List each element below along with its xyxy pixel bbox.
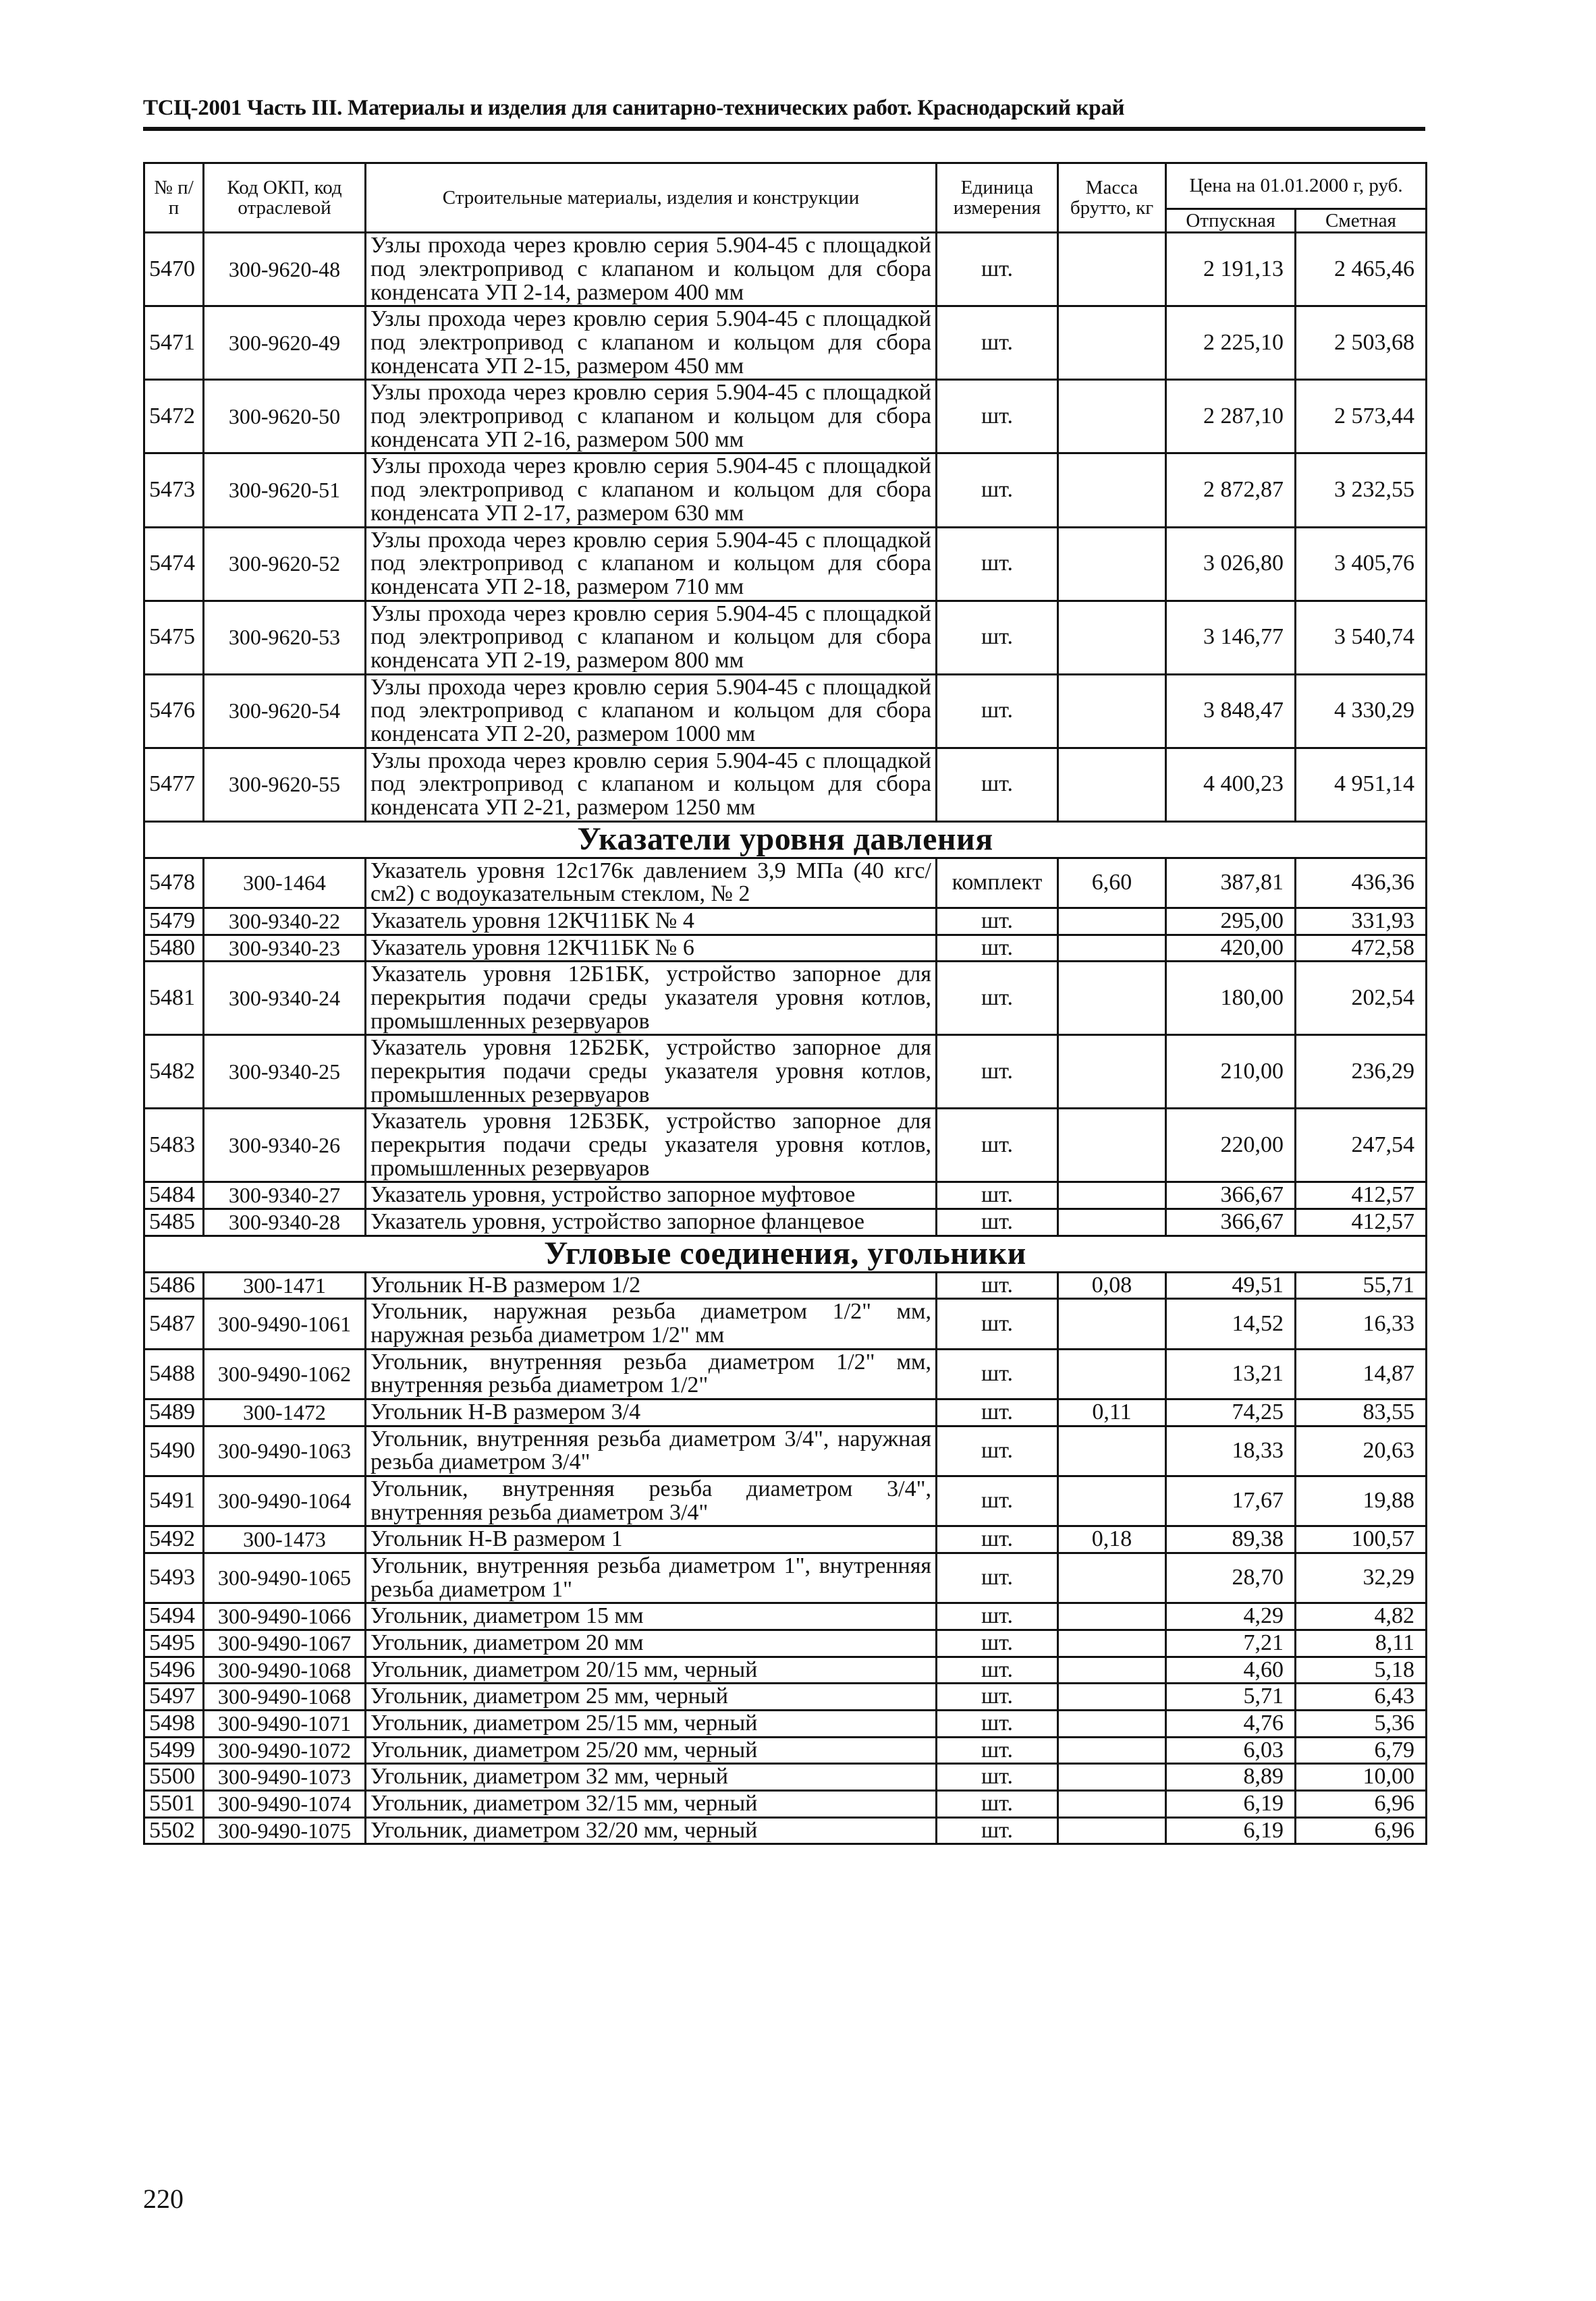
estimate-price-cell: 83,55 — [1296, 1399, 1427, 1426]
row-number-cell: 5478 — [144, 858, 204, 908]
table-row — [144, 1109, 1427, 1182]
section-header-row — [144, 821, 1427, 858]
table-row — [144, 1764, 1427, 1791]
row-number-cell: 5493 — [144, 1553, 204, 1603]
release-price-cell: 220,00 — [1166, 1109, 1296, 1182]
okp-code-cell: 300-9340-26 — [204, 1109, 366, 1182]
unit-cell: шт. — [937, 962, 1058, 1035]
material-name-cell: Узлы прохода через кровлю серия 5.904-45 с площадкой под электропривод с клапаном и кольцом для сбора конденсата УП 2-17, размером 630 мм — [366, 453, 937, 527]
table-row — [144, 1035, 1427, 1109]
unit-cell: шт. — [937, 1476, 1058, 1526]
table-row — [144, 601, 1427, 674]
material-name-cell: Узлы прохода через кровлю серия 5.904-45 с площадкой под электропривод с клапаном и кольцом для сбора конденсата УП 2-16, размером 500 мм — [366, 380, 937, 453]
estimate-price-cell: 3 540,74 — [1296, 601, 1427, 674]
unit-cell: шт. — [937, 1035, 1058, 1109]
estimate-price-cell: 3 405,76 — [1296, 527, 1427, 601]
estimate-price-cell: 247,54 — [1296, 1109, 1427, 1182]
mass-cell — [1058, 1790, 1166, 1817]
estimate-price-cell: 55,71 — [1296, 1272, 1427, 1299]
table-row — [144, 1399, 1427, 1426]
okp-code-cell: 300-9620-50 — [204, 380, 366, 453]
estimate-price-cell: 2 465,46 — [1296, 233, 1427, 306]
release-price-cell: 4,76 — [1166, 1710, 1296, 1737]
estimate-price-cell: 100,57 — [1296, 1526, 1427, 1553]
unit-cell: шт. — [937, 1526, 1058, 1553]
release-price-cell: 295,00 — [1166, 908, 1296, 935]
table-row — [144, 306, 1427, 380]
material-name-cell: Угольник, наружная резьба диаметром 1/2" мм, наружная резьба диаметром 1/2" мм — [366, 1299, 937, 1349]
release-price-cell: 3 848,47 — [1166, 674, 1296, 748]
release-price-cell: 6,03 — [1166, 1737, 1296, 1764]
unit-cell: шт. — [937, 453, 1058, 527]
mass-cell — [1058, 380, 1166, 453]
material-name-cell: Угольник, диаметром 15 мм — [366, 1603, 937, 1630]
estimate-price-cell: 10,00 — [1296, 1764, 1427, 1791]
mass-cell — [1058, 527, 1166, 601]
mass-cell — [1058, 1299, 1166, 1349]
okp-code-cell: 300-9490-1063 — [204, 1426, 366, 1476]
unit-cell: шт. — [937, 1272, 1058, 1299]
okp-code-cell: 300-1472 — [204, 1399, 366, 1426]
row-number-cell: 5500 — [144, 1764, 204, 1791]
estimate-price-cell: 5,18 — [1296, 1657, 1427, 1684]
material-name-cell: Угольник, диаметром 32/15 мм, черный — [366, 1790, 937, 1817]
unit-cell: шт. — [937, 1817, 1058, 1844]
material-name-cell: Указатель уровня 12Б3БК, устройство запорное для перекрытия подачи среды указателя уровня котлов, промышленных резервуаров — [366, 1109, 937, 1182]
row-number-cell: 5491 — [144, 1476, 204, 1526]
unit-cell: шт. — [937, 908, 1058, 935]
mass-cell: 0,08 — [1058, 1272, 1166, 1299]
okp-code-cell: 300-9490-1067 — [204, 1630, 366, 1657]
okp-code-cell: 300-9490-1075 — [204, 1817, 366, 1844]
unit-cell: шт. — [937, 306, 1058, 380]
row-number-cell: 5489 — [144, 1399, 204, 1426]
estimate-price-cell: 4 330,29 — [1296, 674, 1427, 748]
material-name-cell: Узлы прохода через кровлю серия 5.904-45 с площадкой под электропривод с клапаном и кольцом для сбора конденсата УП 2-14, размером 400 мм — [366, 233, 937, 306]
okp-code-cell: 300-9490-1068 — [204, 1657, 366, 1684]
material-name-cell: Узлы прохода через кровлю серия 5.904-45 с площадкой под электропривод с клапаном и кольцом для сбора конденсата УП 2-15, размером 450 мм — [366, 306, 937, 380]
okp-code-cell: 300-9490-1064 — [204, 1476, 366, 1526]
row-number-cell: 5496 — [144, 1657, 204, 1684]
page-number: 220 — [143, 2184, 184, 2214]
unit-cell: шт. — [937, 1553, 1058, 1603]
unit-cell: шт. — [937, 233, 1058, 306]
unit-cell: шт. — [937, 674, 1058, 748]
mass-cell: 0,18 — [1058, 1526, 1166, 1553]
row-number-cell: 5483 — [144, 1109, 204, 1182]
release-price-cell: 49,51 — [1166, 1272, 1296, 1299]
release-price-cell: 17,67 — [1166, 1476, 1296, 1526]
estimate-price-cell: 5,36 — [1296, 1710, 1427, 1737]
unit-cell: шт. — [937, 1657, 1058, 1684]
release-price-cell: 4,29 — [1166, 1603, 1296, 1630]
material-name-cell: Угольник, внутренняя резьба диаметром 1", внутренняя резьба диаметром 1" — [366, 1553, 937, 1603]
column-header-price-group: Цена на 01.01.2000 г, руб. — [1166, 163, 1427, 209]
row-number-cell: 5501 — [144, 1790, 204, 1817]
unit-cell: шт. — [937, 527, 1058, 601]
mass-cell — [1058, 1035, 1166, 1109]
row-number-cell: 5487 — [144, 1299, 204, 1349]
okp-code-cell: 300-9490-1072 — [204, 1737, 366, 1764]
mass-cell — [1058, 674, 1166, 748]
table-row — [144, 233, 1427, 306]
row-number-cell: 5495 — [144, 1630, 204, 1657]
mass-cell — [1058, 1657, 1166, 1684]
header-rule — [143, 127, 1425, 131]
release-price-cell: 387,81 — [1166, 858, 1296, 908]
material-name-cell: Угольник, диаметром 32/20 мм, черный — [366, 1817, 937, 1844]
material-name-cell: Угольник, диаметром 25 мм, черный — [366, 1684, 937, 1711]
column-header-price-release: Отпускная — [1166, 209, 1296, 233]
unit-cell: шт. — [937, 1299, 1058, 1349]
material-name-cell: Угольник Н-В размером 3/4 — [366, 1399, 937, 1426]
unit-cell: шт. — [937, 935, 1058, 962]
row-number-cell: 5479 — [144, 908, 204, 935]
row-number-cell: 5488 — [144, 1349, 204, 1399]
estimate-price-cell: 436,36 — [1296, 858, 1427, 908]
table-row — [144, 1553, 1427, 1603]
release-price-cell: 366,67 — [1166, 1182, 1296, 1209]
estimate-price-cell: 6,79 — [1296, 1737, 1427, 1764]
mass-cell — [1058, 1109, 1166, 1182]
estimate-price-cell: 14,87 — [1296, 1349, 1427, 1399]
okp-code-cell: 300-9340-22 — [204, 908, 366, 935]
table-row — [144, 1209, 1427, 1236]
estimate-price-cell: 472,58 — [1296, 935, 1427, 962]
unit-cell: шт. — [937, 1349, 1058, 1399]
release-price-cell: 3 146,77 — [1166, 601, 1296, 674]
mass-cell — [1058, 1764, 1166, 1791]
mass-cell — [1058, 1209, 1166, 1236]
release-price-cell: 2 225,10 — [1166, 306, 1296, 380]
table-row — [144, 453, 1427, 527]
material-name-cell: Указатель уровня 12КЧ11БК № 4 — [366, 908, 937, 935]
table-row — [144, 1526, 1427, 1553]
material-name-cell: Угольник Н-В размером 1/2 — [366, 1272, 937, 1299]
okp-code-cell: 300-1464 — [204, 858, 366, 908]
material-name-cell: Угольник Н-В размером 1 — [366, 1526, 937, 1553]
unit-cell: шт. — [937, 1603, 1058, 1630]
okp-code-cell: 300-9340-28 — [204, 1209, 366, 1236]
estimate-price-cell: 6,96 — [1296, 1790, 1427, 1817]
table-row — [144, 1349, 1427, 1399]
table-row — [144, 1426, 1427, 1476]
material-name-cell: Узлы прохода через кровлю серия 5.904-45 с площадкой под электропривод с клапаном и кольцом для сбора конденсата УП 2-19, размером 800 мм — [366, 601, 937, 674]
section-title: Указатели уровня давления — [144, 821, 1427, 858]
mass-cell — [1058, 1630, 1166, 1657]
mass-cell — [1058, 1476, 1166, 1526]
estimate-price-cell: 2 503,68 — [1296, 306, 1427, 380]
table-row — [144, 1684, 1427, 1711]
table-row — [144, 1630, 1427, 1657]
table-row — [144, 1710, 1427, 1737]
table-row — [144, 908, 1427, 935]
estimate-price-cell: 16,33 — [1296, 1299, 1427, 1349]
material-name-cell: Угольник, диаметром 25/15 мм, черный — [366, 1710, 937, 1737]
table-row — [144, 1817, 1427, 1844]
row-number-cell: 5475 — [144, 601, 204, 674]
table-row — [144, 858, 1427, 908]
table-row — [144, 527, 1427, 601]
release-price-cell: 28,70 — [1166, 1553, 1296, 1603]
release-price-cell: 8,89 — [1166, 1764, 1296, 1791]
table-row — [144, 748, 1427, 821]
release-price-cell: 180,00 — [1166, 962, 1296, 1035]
mass-cell — [1058, 601, 1166, 674]
table-row — [144, 1299, 1427, 1349]
table-row — [144, 1476, 1427, 1526]
okp-code-cell: 300-9620-48 — [204, 233, 366, 306]
okp-code-cell: 300-9620-53 — [204, 601, 366, 674]
okp-code-cell: 300-9490-1068 — [204, 1684, 366, 1711]
release-price-cell: 74,25 — [1166, 1399, 1296, 1426]
release-price-cell: 2 872,87 — [1166, 453, 1296, 527]
unit-cell: шт. — [937, 1710, 1058, 1737]
okp-code-cell: 300-9340-25 — [204, 1035, 366, 1109]
release-price-cell: 7,21 — [1166, 1630, 1296, 1657]
unit-cell: шт. — [937, 1684, 1058, 1711]
row-number-cell: 5471 — [144, 306, 204, 380]
column-header-price-estimate: Сметная — [1296, 209, 1427, 233]
table-row — [144, 962, 1427, 1035]
release-price-cell: 4 400,23 — [1166, 748, 1296, 821]
mass-cell — [1058, 453, 1166, 527]
material-name-cell: Указатель уровня 12с176к давлением 3,9 МПа (40 кгс/см2) с водоуказательным стеклом, № 2 — [366, 858, 937, 908]
section-title: Угловые соединения, угольники — [144, 1236, 1427, 1272]
unit-cell: шт. — [937, 380, 1058, 453]
table-row — [144, 1657, 1427, 1684]
column-header-mass: Масса брутто, кг — [1058, 163, 1166, 233]
okp-code-cell: 300-9340-23 — [204, 935, 366, 962]
row-number-cell: 5502 — [144, 1817, 204, 1844]
release-price-cell: 14,52 — [1166, 1299, 1296, 1349]
unit-cell: шт. — [937, 1109, 1058, 1182]
material-name-cell: Угольник, внутренняя резьба диаметром 1/2" мм, внутренняя резьба диаметром 1/2" — [366, 1349, 937, 1399]
table-row — [144, 1737, 1427, 1764]
mass-cell — [1058, 1349, 1166, 1399]
table-row — [144, 1790, 1427, 1817]
material-name-cell: Указатель уровня 12Б1БК, устройство запорное для перекрытия подачи среды указателя уровня котлов, промышленных резервуаров — [366, 962, 937, 1035]
section-header-row — [144, 1236, 1427, 1272]
page-header: ТСЦ-2001 Часть III. Материалы и изделия для санитарно-технических работ. Краснодарский край — [143, 96, 1125, 120]
row-number-cell: 5472 — [144, 380, 204, 453]
table-row — [144, 674, 1427, 748]
price-table — [143, 162, 1427, 1845]
release-price-cell: 6,19 — [1166, 1817, 1296, 1844]
unit-cell: шт. — [937, 1209, 1058, 1236]
row-number-cell: 5470 — [144, 233, 204, 306]
estimate-price-cell: 4 951,14 — [1296, 748, 1427, 821]
column-header-code: Код ОКП, код отраслевой — [204, 163, 366, 233]
row-number-cell: 5486 — [144, 1272, 204, 1299]
unit-cell: шт. — [937, 1182, 1058, 1209]
estimate-price-cell: 32,29 — [1296, 1553, 1427, 1603]
unit-cell: шт. — [937, 1737, 1058, 1764]
estimate-price-cell: 412,57 — [1296, 1182, 1427, 1209]
mass-cell — [1058, 908, 1166, 935]
mass-cell — [1058, 962, 1166, 1035]
okp-code-cell: 300-9490-1066 — [204, 1603, 366, 1630]
mass-cell — [1058, 1426, 1166, 1476]
material-name-cell: Указатель уровня 12Б2БК, устройство запорное для перекрытия подачи среды указателя уровня котлов, промышленных резервуаров — [366, 1035, 937, 1109]
estimate-price-cell: 412,57 — [1296, 1209, 1427, 1236]
unit-cell: шт. — [937, 748, 1058, 821]
table-body — [144, 233, 1427, 1844]
estimate-price-cell: 6,43 — [1296, 1684, 1427, 1711]
row-number-cell: 5476 — [144, 674, 204, 748]
okp-code-cell: 300-1473 — [204, 1526, 366, 1553]
row-number-cell: 5473 — [144, 453, 204, 527]
release-price-cell: 366,67 — [1166, 1209, 1296, 1236]
estimate-price-cell: 236,29 — [1296, 1035, 1427, 1109]
column-header-unit: Единица измерения — [937, 163, 1058, 233]
unit-cell: шт. — [937, 1764, 1058, 1791]
row-number-cell: 5492 — [144, 1526, 204, 1553]
row-number-cell: 5490 — [144, 1426, 204, 1476]
unit-cell: комплект — [937, 858, 1058, 908]
row-number-cell: 5474 — [144, 527, 204, 601]
okp-code-cell: 300-9620-54 — [204, 674, 366, 748]
table-row — [144, 935, 1427, 962]
unit-cell: шт. — [937, 1399, 1058, 1426]
release-price-cell: 3 026,80 — [1166, 527, 1296, 601]
okp-code-cell: 300-9620-55 — [204, 748, 366, 821]
table-row — [144, 1603, 1427, 1630]
column-header-name: Строительные материалы, изделия и конструкции — [366, 163, 937, 233]
estimate-price-cell: 20,63 — [1296, 1426, 1427, 1476]
release-price-cell: 13,21 — [1166, 1349, 1296, 1399]
estimate-price-cell: 331,93 — [1296, 908, 1427, 935]
mass-cell — [1058, 935, 1166, 962]
row-number-cell: 5481 — [144, 962, 204, 1035]
mass-cell — [1058, 1182, 1166, 1209]
okp-code-cell: 300-9490-1062 — [204, 1349, 366, 1399]
material-name-cell: Угольник, внутренняя резьба диаметром 3/4", наружная резьба диаметром 3/4" — [366, 1426, 937, 1476]
okp-code-cell: 300-1471 — [204, 1272, 366, 1299]
unit-cell: шт. — [937, 1790, 1058, 1817]
material-name-cell: Указатель уровня 12КЧ11БК № 6 — [366, 935, 937, 962]
okp-code-cell: 300-9340-24 — [204, 962, 366, 1035]
estimate-price-cell: 6,96 — [1296, 1817, 1427, 1844]
mass-cell — [1058, 306, 1166, 380]
mass-cell — [1058, 1817, 1166, 1844]
row-number-cell: 5484 — [144, 1182, 204, 1209]
okp-code-cell: 300-9490-1074 — [204, 1790, 366, 1817]
okp-code-cell: 300-9490-1073 — [204, 1764, 366, 1791]
mass-cell — [1058, 1553, 1166, 1603]
estimate-price-cell: 19,88 — [1296, 1476, 1427, 1526]
row-number-cell: 5498 — [144, 1710, 204, 1737]
mass-cell — [1058, 1684, 1166, 1711]
mass-cell — [1058, 1710, 1166, 1737]
row-number-cell: 5494 — [144, 1603, 204, 1630]
material-name-cell: Указатель уровня, устройство запорное муфтовое — [366, 1182, 937, 1209]
mass-cell — [1058, 748, 1166, 821]
estimate-price-cell: 3 232,55 — [1296, 453, 1427, 527]
release-price-cell: 18,33 — [1166, 1426, 1296, 1476]
material-name-cell: Узлы прохода через кровлю серия 5.904-45 с площадкой под электропривод с клапаном и кольцом для сбора конденсата УП 2-20, размером 1000 мм — [366, 674, 937, 748]
okp-code-cell: 300-9620-49 — [204, 306, 366, 380]
material-name-cell: Угольник, диаметром 32 мм, черный — [366, 1764, 937, 1791]
row-number-cell: 5477 — [144, 748, 204, 821]
table-row — [144, 380, 1427, 453]
estimate-price-cell: 2 573,44 — [1296, 380, 1427, 453]
release-price-cell: 210,00 — [1166, 1035, 1296, 1109]
estimate-price-cell: 4,82 — [1296, 1603, 1427, 1630]
unit-cell: шт. — [937, 601, 1058, 674]
column-header-num: № п/п — [144, 163, 204, 233]
okp-code-cell: 300-9490-1065 — [204, 1553, 366, 1603]
release-price-cell: 89,38 — [1166, 1526, 1296, 1553]
mass-cell: 6,60 — [1058, 858, 1166, 908]
release-price-cell: 420,00 — [1166, 935, 1296, 962]
mass-cell: 0,11 — [1058, 1399, 1166, 1426]
release-price-cell: 6,19 — [1166, 1790, 1296, 1817]
mass-cell — [1058, 1603, 1166, 1630]
row-number-cell: 5497 — [144, 1684, 204, 1711]
row-number-cell: 5499 — [144, 1737, 204, 1764]
mass-cell — [1058, 1737, 1166, 1764]
release-price-cell: 2 191,13 — [1166, 233, 1296, 306]
okp-code-cell: 300-9490-1061 — [204, 1299, 366, 1349]
table-row — [144, 1182, 1427, 1209]
mass-cell — [1058, 233, 1166, 306]
estimate-price-cell: 202,54 — [1296, 962, 1427, 1035]
okp-code-cell: 300-9490-1071 — [204, 1710, 366, 1737]
material-name-cell: Узлы прохода через кровлю серия 5.904-45 с площадкой под электропривод с клапаном и кольцом для сбора конденсата УП 2-21, размером 1250 мм — [366, 748, 937, 821]
row-number-cell: 5480 — [144, 935, 204, 962]
material-name-cell: Угольник, диаметром 20/15 мм, черный — [366, 1657, 937, 1684]
estimate-price-cell: 8,11 — [1296, 1630, 1427, 1657]
unit-cell: шт. — [937, 1630, 1058, 1657]
okp-code-cell: 300-9340-27 — [204, 1182, 366, 1209]
unit-cell: шт. — [937, 1426, 1058, 1476]
release-price-cell: 2 287,10 — [1166, 380, 1296, 453]
row-number-cell: 5482 — [144, 1035, 204, 1109]
material-name-cell: Узлы прохода через кровлю серия 5.904-45 с площадкой под электропривод с клапаном и кольцом для сбора конденсата УП 2-18, размером 710 мм — [366, 527, 937, 601]
release-price-cell: 4,60 — [1166, 1657, 1296, 1684]
row-number-cell: 5485 — [144, 1209, 204, 1236]
material-name-cell: Угольник, диаметром 25/20 мм, черный — [366, 1737, 937, 1764]
material-name-cell: Указатель уровня, устройство запорное фланцевое — [366, 1209, 937, 1236]
okp-code-cell: 300-9620-51 — [204, 453, 366, 527]
okp-code-cell: 300-9620-52 — [204, 527, 366, 601]
material-name-cell: Угольник, диаметром 20 мм — [366, 1630, 937, 1657]
release-price-cell: 5,71 — [1166, 1684, 1296, 1711]
material-name-cell: Угольник, внутренняя резьба диаметром 3/4", внутренняя резьба диаметром 3/4" — [366, 1476, 937, 1526]
table-row — [144, 1272, 1427, 1299]
